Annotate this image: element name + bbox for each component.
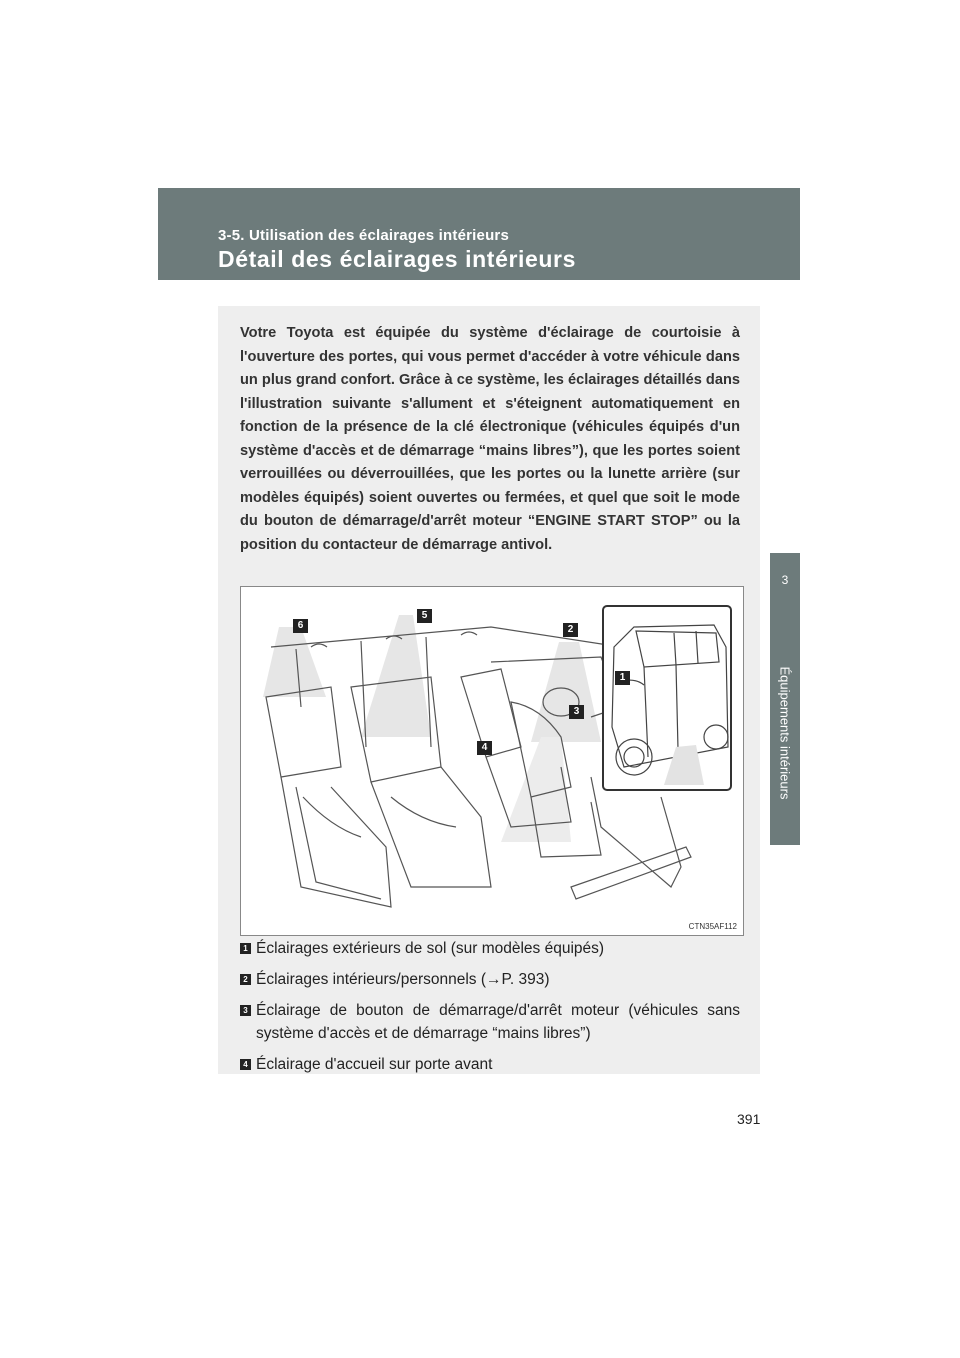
legend-text: Éclairages extérieurs de sol (sur modèles équipés) [256, 940, 605, 957]
legend-item [240, 968, 740, 991]
callout-1: 1 [615, 671, 630, 685]
legend-item [240, 999, 740, 1045]
legend-item [240, 937, 740, 960]
chapter-number: 3 [781, 573, 789, 587]
vehicle-exterior-inset [602, 605, 732, 791]
legend-list [240, 937, 740, 1084]
page-number: 391 [737, 1111, 761, 1127]
legend-text: Éclairage de bouton de démarrage/d'arrêt moteur (véhicules sans système d'accès et de démarrage “mains libres”) [256, 1002, 740, 1042]
callout-6: 6 [293, 619, 308, 633]
section-label: 3-5. Utilisation des éclairages intérieurs [218, 227, 510, 244]
legend-marker: 1 [240, 943, 251, 954]
chapter-tab[interactable] [770, 553, 800, 845]
content-box [218, 306, 760, 1074]
callout-5: 5 [417, 609, 432, 623]
legend-text: Éclairage d'accueil sur porte avant [256, 1056, 493, 1073]
header-band [158, 188, 800, 280]
suv-exterior-drawing [604, 607, 730, 789]
legend-marker: 2 [240, 974, 251, 985]
legend-text: Éclairages intérieurs/personnels (→P. 393) [256, 971, 550, 988]
chapter-label: Équipements intérieurs [777, 666, 793, 800]
legend-marker: 3 [240, 1005, 251, 1016]
callout-4: 4 [477, 741, 492, 755]
page-title: Détail des éclairages intérieurs [218, 246, 576, 272]
interior-lights-illustration [240, 586, 744, 936]
legend-item [240, 1053, 740, 1076]
callout-3: 3 [569, 705, 584, 719]
illustration-code: CTN35AF112 [688, 922, 737, 931]
intro-paragraph: Votre Toyota est équipée du système d'éclairage de courtoisie à l'ouverture des portes, qui vous permet d'accéder à votre véhicule dans un plus grand confort. Grâce à ce système, les éclairages détaillés dans l'illustration suivante s'allument et s'éteignent automatiquement en fonction de la présence de la clé électronique (véhicules équipés d'un système d'accès et de démarrage “mains libres”), que les portes soient verrouillées ou déverrouillées, que les portes ou la lunette arrière (sur modèles équipés) soient ouvertes ou fermées, et quel que soit le mode du bouton de démarrage/d'arrêt moteur “ENGINE START STOP” ou la position du contacteur de démarrage antivol. [240, 325, 740, 553]
legend-marker: 4 [240, 1059, 251, 1070]
callout-2: 2 [563, 623, 578, 637]
